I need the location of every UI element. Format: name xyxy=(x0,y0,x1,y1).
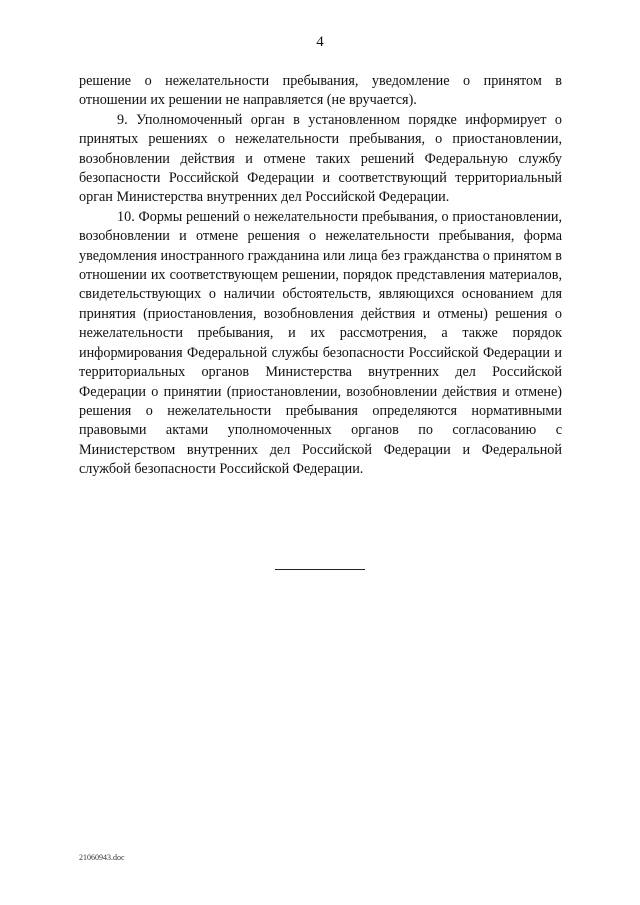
paragraph-item-10: 10. Формы решений о нежелательности пребывания, о приостановлении, возобновлении и отмене решения о нежелательности пребывания, форма уведомления иностранного гражданина или лица без гражданства о принятом в отношении их соответствующем решении, порядок представления материалов, свидетельствующих о наличии обстоятельств, являющихся основанием для принятия (приостановления, возобновления действия и отмены) решения о нежелательности пребывания, и их рассмотрения, а также порядок информирования Федеральной службы безопасности Российской Федерации и территориальных органов Министерства внутренних дел Российской Федерации о принятии (приостановлении, возобновлении действия и отмене) решения о нежелательности пребывания определяются нормативными правовыми актами уполномоченных органов по согласованию с Министерством внутренних дел Российской Федерации и Федеральной службой безопасности Российской Федерации. xyxy=(79,208,562,478)
end-of-text-divider xyxy=(275,569,365,570)
paragraph-item-9: 9. Уполномоченный орган в установленном порядке информирует о принятых решениях о нежелательности пребывания, о приостановлении, возобновлении действия и отмене таких решений Федеральную службу безопасности Российской Федерации и соответствующий территориальный орган Министерства внутренних дел Российской Федерации. xyxy=(79,111,562,206)
document-file-code: 21060943.doc xyxy=(79,853,125,862)
page-number: 4 xyxy=(316,34,324,50)
document-body xyxy=(79,72,562,480)
paragraph-continuation: решение о нежелательности пребывания, уведомление о принятом в отношении их решении не направляется (не вручается). xyxy=(79,73,562,109)
